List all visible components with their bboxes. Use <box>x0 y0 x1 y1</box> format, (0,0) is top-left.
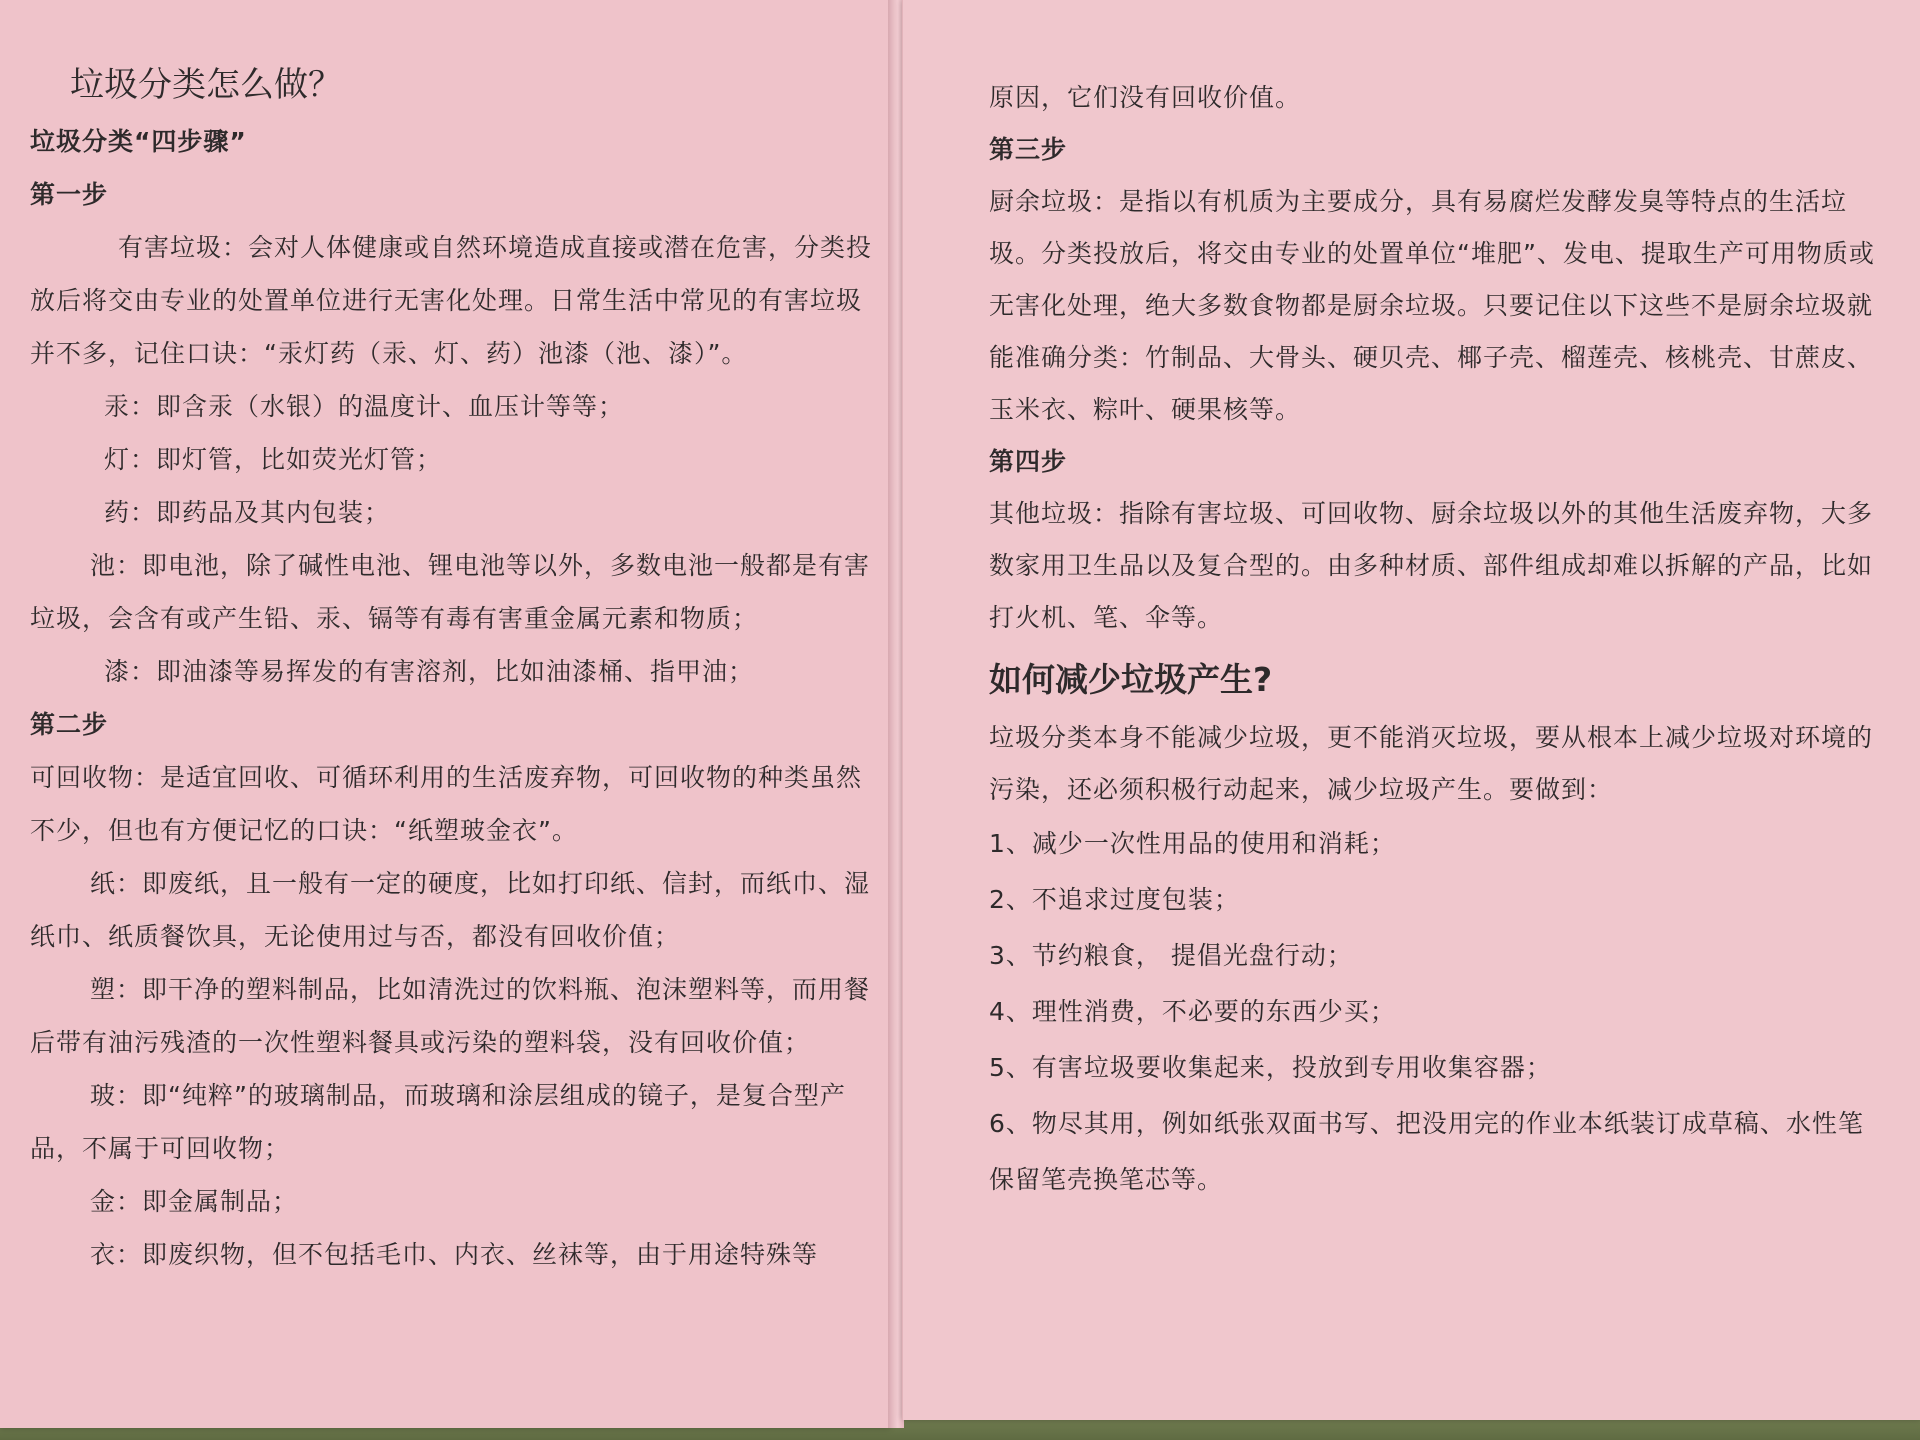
list-item: 4、理性消费，不必要的东西少买； <box>989 997 1396 1026</box>
reduce-list <box>989 816 1889 1208</box>
step1-item: 药：即药品及其内包装； <box>104 498 391 527</box>
step1-item: 灯：即灯管，比如荧光灯管； <box>104 445 443 474</box>
list-item: 2、不追求过度包装； <box>989 885 1240 914</box>
page-title: 垃圾分类怎么做？ <box>70 65 342 105</box>
step4-heading: 第四步 <box>989 447 1068 476</box>
step2-item: 金：即金属制品； <box>90 1187 299 1216</box>
step4-text: 其他垃圾：指除有害垃圾、可回收物、厨余垃圾以外的其他生活废弃物，大多数家用卫生品以及复合型的。由多种材质、部件组成却难以拆解的产品，比如打火机、笔、伞等。 <box>989 499 1874 632</box>
left-page-content <box>30 55 885 1281</box>
left-page <box>0 0 890 1428</box>
right-page-content <box>989 72 1889 1208</box>
step3-heading: 第三步 <box>989 135 1068 164</box>
right-page <box>902 0 1920 1420</box>
step2-heading: 第二步 <box>30 710 109 739</box>
step2-intro: 可回收物：是适宜回收、可循环利用的生活废弃物，可回收物的种类虽然不少，但也有方便记忆的口诀：“纸塑玻金衣”。 <box>30 763 863 845</box>
step2-item: 衣：即废织物，但不包括毛巾、内衣、丝袜等，由于用途特殊等 <box>90 1240 819 1269</box>
step2-item: 纸：即废纸，且一般有一定的硬度，比如打印纸、信封，而纸巾、湿纸巾、纸质餐饮具，无论使用过与否，都没有回收价值； <box>30 869 871 951</box>
step1-item: 汞：即含汞（水银）的温度计、血压计等等； <box>104 392 625 421</box>
list-item: 3、节约粮食， 提倡光盘行动； <box>989 941 1353 970</box>
list-item: 5、有害垃圾要收集起来，投放到专用收集容器； <box>989 1053 1552 1082</box>
step3-text: 厨余垃圾：是指以有机质为主要成分，具有易腐烂发酵发臭等特点的生活垃圾。分类投放后，将交由专业的处置单位“堆肥”、发电、提取生产可用物质或无害化处理，绝大多数食物都是厨余垃圾。只要记住以下这些不是厨余垃圾就能准确分类：竹制品、大骨头、硬贝壳、椰子壳、榴莲壳、核桃壳、甘蔗皮、玉米衣、粽叶、硬果核等。 <box>989 187 1875 424</box>
reduce-intro: 垃圾分类本身不能减少垃圾，更不能消灭垃圾，要从根本上减少垃圾对环境的污染，还必须积极行动起来，减少垃圾产生。要做到： <box>989 723 1874 804</box>
continuation-text: 原因，它们没有回收价值。 <box>989 83 1302 112</box>
reduce-heading: 如何减少垃圾产生? <box>989 660 1273 699</box>
step1-item: 漆：即油漆等易挥发的有害溶剂，比如油漆桶、指甲油； <box>104 657 755 686</box>
list-item: 6、物尽其用，例如纸张双面书写、把没用完的作业本纸装订成草稿、水性笔保留笔壳换笔芯等。 <box>989 1109 1864 1194</box>
step1-heading: 第一步 <box>30 180 109 209</box>
step1-intro: 有害垃圾：会对人体健康或自然环境造成直接或潜在危害，分类投放后将交由专业的处置单位进行无害化处理。日常生活中常见的有害垃圾并不多，记住口诀：“汞灯药（汞、灯、药）池漆（池、漆）”。 <box>30 233 873 368</box>
subtitle: 垃圾分类“四步骤” <box>30 127 247 156</box>
step2-item: 玻：即“纯粹”的玻璃制品，而玻璃和涂层组成的镜子，是复合型产品，不属于可回收物； <box>30 1081 846 1163</box>
step2-item: 塑：即干净的塑料制品，比如清洗过的饮料瓶、泡沫塑料等，而用餐后带有油污残渣的一次性塑料餐具或污染的塑料袋，没有回收价值； <box>30 975 871 1057</box>
step1-item: 池：即电池，除了碱性电池、锂电池等以外，多数电池一般都是有害垃圾，会含有或产生铅、汞、镉等有毒有害重金属元素和物质； <box>30 551 871 633</box>
list-item: 1、减少一次性用品的使用和消耗； <box>989 829 1396 858</box>
